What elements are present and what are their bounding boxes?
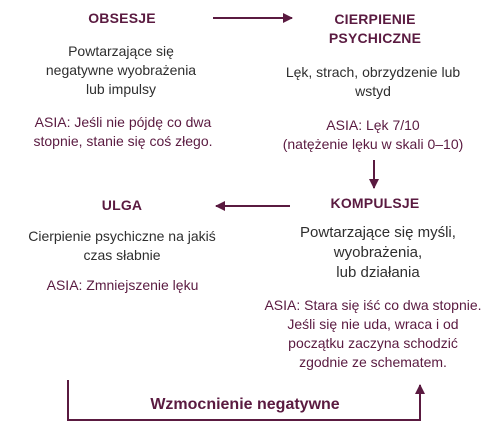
distress-example-line1: ASIA: Lęk 7/10 [326, 117, 420, 133]
distress-description: Lęk, strach, obrzydzenie lub wstyd [285, 64, 461, 99]
distress-title [300, 10, 450, 48]
compulsions-title: KOMPULSJE [330, 195, 420, 211]
relief-title: ULGA [101, 197, 143, 213]
compulsions-example: ASIA: Stara się iść co dwa stopnie. Jeśli się nie uda, wraca i od początku zaczyna schodzić zgodnie ze schematem. [264, 297, 482, 370]
compulsions-description-line3: lub działania [336, 264, 420, 281]
obsessions-example: ASIA: Jeśli nie pójdę co dwa stopnie, stanie się coś złego. [33, 114, 213, 149]
distress-example-line2: (natężenie lęku w skali 0–10) [282, 136, 464, 152]
compulsions-description [292, 223, 464, 283]
compulsions-description-line2: wyobrażenia, [333, 244, 423, 261]
relief-description: Cierpienie psychiczne na jakiś czas słabnie [28, 228, 216, 263]
relief-example: ASIA: Zmniejszenie lęku [46, 277, 199, 293]
obsessions-title: OBSESJE [88, 10, 156, 26]
compulsions-description-line1: Powtarzające się myśli, [300, 224, 456, 241]
distress-title-line1: CIERPIENIE [334, 11, 416, 27]
distress-title-line2: PSYCHICZNE [328, 30, 422, 46]
distress-example [255, 116, 490, 154]
obsessions-description: Powtarzające się negatywne wyobrażenia lub impulsy [45, 43, 197, 97]
reinforcement-label: Wzmocnienie negatywne [150, 396, 340, 413]
